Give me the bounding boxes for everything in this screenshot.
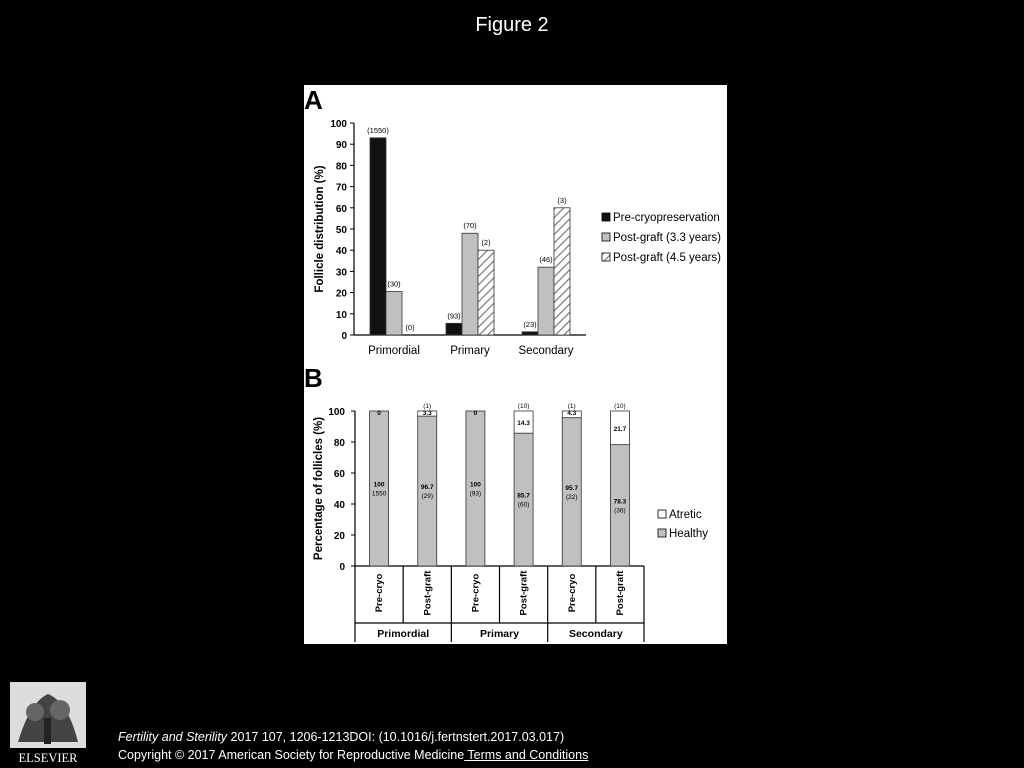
b-bar-label: Post-graft — [614, 570, 626, 616]
b-legend-label: Healthy — [669, 528, 708, 540]
b-bar-label: Pre-cryo — [566, 573, 578, 613]
a-bar-count-label: (70) — [463, 221, 477, 231]
b-healthy-count-label: (29) — [421, 493, 434, 501]
a-legend-swatch — [602, 233, 610, 241]
panel-letter-a: A — [304, 85, 323, 115]
copyright-line — [118, 746, 588, 764]
a-category-label: Primary — [450, 345, 490, 357]
copyright-text: Copyright © 2017 American Society for Reproductive Medicine — [118, 748, 465, 762]
b-healthy-count-label: 1550 — [371, 490, 387, 498]
b-group-label: Primordial — [377, 628, 430, 640]
logo-text: ELSEVIER — [18, 751, 78, 765]
b-atretic-value-label: 21.7 — [613, 425, 627, 433]
a-y-tick-label: 0 — [341, 331, 347, 342]
a-bar-count-label: (30) — [387, 279, 401, 289]
b-legend-swatch — [658, 510, 666, 518]
a-bar-count-label: (3) — [557, 195, 567, 205]
b-healthy-count-label: (22) — [565, 493, 578, 501]
elsevier-logo — [10, 682, 86, 766]
b-group-label: Primary — [479, 628, 520, 640]
b-atretic-value-label: 0 — [377, 410, 381, 417]
b-legend-swatch — [658, 529, 666, 537]
b-bar-healthy — [370, 411, 389, 566]
b-healthy-count-label: (93) — [469, 490, 482, 498]
slide-title: Figure 2 — [475, 14, 549, 36]
b-healthy-value-label: 85.7 — [517, 492, 530, 500]
a-y-tick-label: 20 — [335, 288, 347, 300]
figure-panel — [304, 85, 727, 644]
a-legend-label: Pre-cryopreservation — [613, 212, 720, 224]
a-bar — [554, 208, 570, 335]
a-y-tick-label: 90 — [335, 140, 347, 152]
a-legend-swatch — [602, 253, 610, 261]
b-atretic-value-label: 0 — [473, 410, 478, 417]
b-y-axis-label: Percentage of follicles (%) — [313, 416, 325, 561]
b-group-label: Secondary — [568, 628, 623, 640]
journal-name: Fertility and Sterility — [118, 730, 228, 744]
b-atretic-count-label: (10) — [614, 403, 626, 410]
b-healthy-count-label: (36) — [614, 507, 626, 515]
a-bar-count-label: (23) — [523, 319, 537, 329]
a-bar — [462, 233, 478, 335]
a-legend-label: Post-graft (3.3 years) — [613, 232, 722, 244]
a-y-tick-label: 100 — [330, 119, 347, 130]
b-atretic-count-label: (1) — [423, 403, 432, 410]
b-atretic-count-label: (1) — [567, 403, 576, 410]
a-bar-count-label: (2) — [481, 238, 491, 248]
a-bar-count-label: (46) — [539, 255, 553, 265]
citation-details: 2017 107, 1206-1213DOI: (10.1016/j.fertnstert.2017.03.017) — [227, 730, 565, 744]
b-bar-label: Post-graft — [422, 570, 434, 616]
b-y-tick-label: 100 — [328, 407, 345, 418]
a-legend-swatch — [602, 213, 610, 221]
a-y-tick-label: 10 — [335, 309, 347, 321]
b-bar-label: Pre-cryo — [470, 573, 482, 613]
a-category-label: Secondary — [518, 345, 574, 357]
terms-link[interactable]: Terms and Conditions — [464, 748, 589, 762]
figure-svg — [304, 85, 727, 644]
a-bar — [538, 267, 554, 335]
b-healthy-count-label: (60) — [517, 501, 530, 509]
b-atretic-count-label: (10) — [517, 403, 530, 410]
b-bar-healthy — [466, 411, 485, 566]
a-y-tick-label: 50 — [335, 225, 347, 236]
citation-line — [118, 728, 588, 746]
a-bar — [386, 292, 402, 335]
a-bar-count-label: (1550) — [367, 125, 389, 135]
a-bar-count-label: (0) — [405, 323, 415, 332]
b-y-tick-label: 20 — [333, 531, 345, 542]
a-bar — [522, 332, 538, 335]
b-legend-label: Atretic — [669, 509, 702, 521]
chart-a — [304, 85, 721, 357]
b-atretic-value-label: 4.3 — [567, 410, 577, 417]
a-bar — [478, 250, 494, 335]
b-healthy-value-label: 100 — [373, 481, 385, 489]
a-y-tick-label: 80 — [335, 161, 347, 173]
a-y-tick-label: 60 — [335, 203, 347, 215]
b-atretic-value-label: 3.3 — [422, 410, 432, 417]
a-bar — [370, 138, 386, 335]
a-legend-label: Post-graft (4.5 years) — [613, 252, 722, 264]
citation-block — [118, 728, 588, 764]
a-y-axis-label: Follicle distribution (%) — [314, 165, 326, 293]
panel-letter-b: B — [304, 363, 323, 393]
b-y-tick-label: 60 — [333, 469, 345, 480]
b-bar-label: Post-graft — [518, 570, 530, 616]
a-y-tick-label: 40 — [335, 246, 347, 258]
b-healthy-value-label: 78.3 — [613, 498, 627, 506]
chart-b — [304, 363, 708, 642]
b-healthy-value-label: 95.7 — [565, 484, 579, 492]
b-y-tick-label: 40 — [333, 500, 345, 511]
b-healthy-value-label: 100 — [469, 481, 481, 489]
b-healthy-value-label: 96.7 — [420, 484, 434, 492]
a-bar — [446, 323, 462, 335]
b-bar-label: Pre-cryo — [374, 573, 386, 613]
a-category-label: Primordial — [368, 345, 420, 357]
b-y-tick-label: 80 — [333, 438, 345, 449]
a-bar-count-label: (93) — [447, 311, 461, 321]
a-y-tick-label: 70 — [335, 182, 347, 194]
b-y-tick-label: 0 — [339, 562, 345, 573]
b-atretic-value-label: 14.3 — [517, 420, 530, 428]
a-y-tick-label: 30 — [335, 267, 347, 279]
